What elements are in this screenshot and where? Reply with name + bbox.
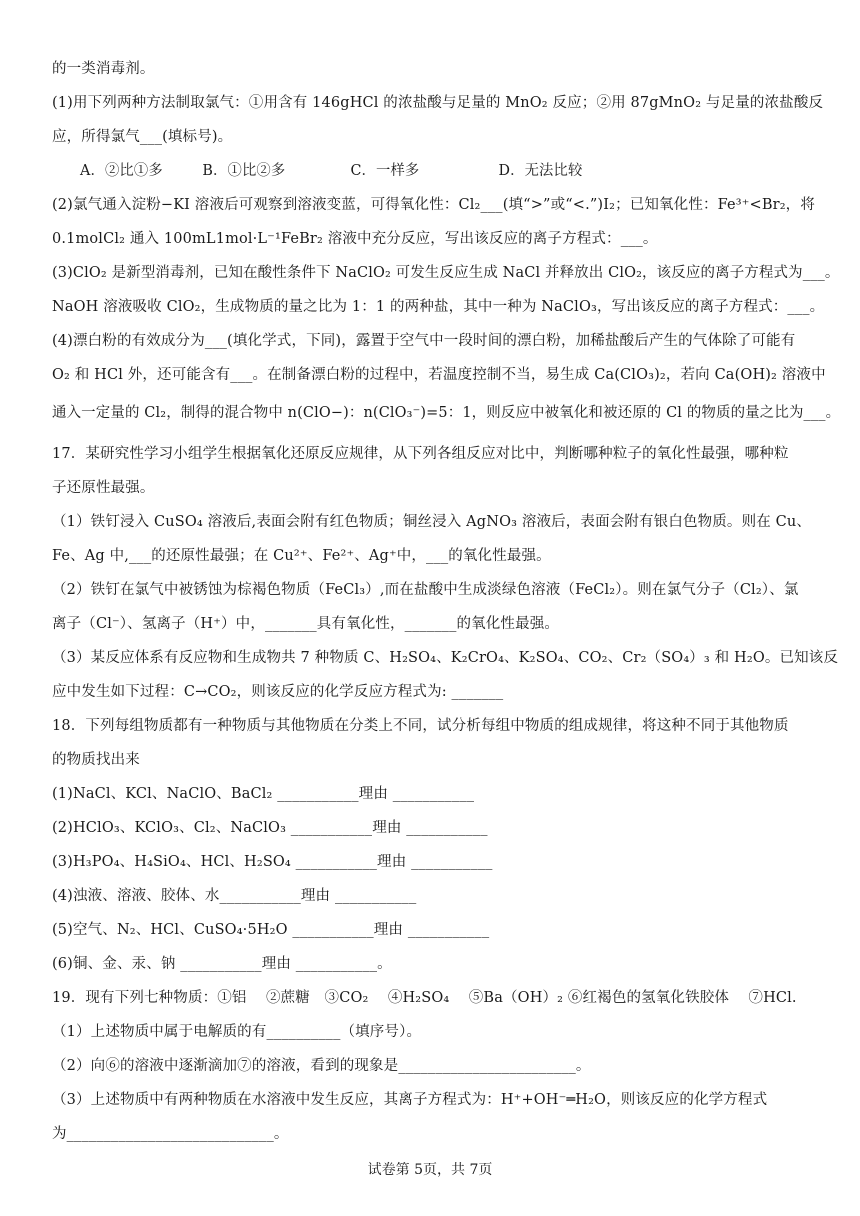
text-line: 的一类消毒剂。 (52, 61, 155, 77)
question-18-stem-line-1: 18．下列每组物质都有一种物质与其他物质在分类上不同，试分析每组中物质的组成规律，将这种不同于其他物质 (52, 718, 789, 734)
question-17-3-line-1: （3）某反应体系有反应物和生成物共 7 种物质 C、H₂SO₄、K₂CrO₄、K₂SO₄、CO₂、Cr₂（SO₄）₃ 和 H₂O。已知该反 (52, 650, 839, 666)
option-a: A．②比①多 (80, 163, 163, 179)
question-19-stem: 19．现有下列七种物质：①铝 ②蔗糖 ③CO₂ ④H₂SO₄ ⑤Ba（OH）₂ ⑥红褐色的氢氧化铁胶体 ⑦HCl. (52, 990, 797, 1006)
question-19-2: （2）向⑥的溶液中逐渐滴加⑦的溶液，看到的现象是________________________。 (52, 1058, 591, 1074)
question-17-3-line-2: 应中发生如下过程：C→CO₂，则该反应的化学反应方程式为: _______ (52, 684, 504, 700)
question-16-4-line-3: 通入一定量的 Cl₂，制得的混合物中 n(ClO−)：n(ClO₃⁻)=5：1，则反应中被氧化和被还原的 Cl 的物质的量之比为___。 (52, 405, 841, 421)
question-16-4-line-2: O₂ 和 HCl 外，还可能含有___。在制备漂白粉的过程中，若温度控制不当，易生成 Ca(ClO₃)₂，若向 Ca(OH)₂ 溶液中 (52, 367, 826, 383)
question-16-2-line-1: (2)氯气通入淀粉−KI 溶液后可观察到溶液变蓝，可得氧化性：Cl₂___(填“>”或“<.”)I₂；已知氧化性：Fe³⁺<Br₂，将 (52, 197, 815, 213)
question-17-1-line-1: （1）铁钉浸入 CuSO₄ 溶液后,表面会附有红色物质；铜丝浸入 AgNO₃ 溶液后，表面会附有银白色物质。则在 Cu、 (52, 514, 812, 530)
question-19-3-line-2: 为____________________________。 (52, 1126, 289, 1142)
option-d: D．无法比较 (498, 163, 583, 179)
question-18-item-6: (6)铜、金、汞、钠 ___________理由 ___________。 (52, 956, 392, 972)
question-18-item-1: (1)NaCl、KCl、NaClO、BaCl₂ ___________理由 ___________ (52, 786, 475, 802)
question-19-3-line-1: （3）上述物质中有两种物质在水溶液中发生反应，其离子方程式为：H⁺+OH⁻═H₂O，则该反应的化学方程式 (52, 1092, 768, 1108)
option-b: B．①比②多 (202, 163, 286, 179)
question-17-2-line-2: 离子（Cl⁻）、氢离子（H⁺）中，_______具有氧化性，_______的氧化性最强。 (52, 616, 560, 632)
question-18-stem-line-2: 的物质找出来 (52, 752, 140, 768)
question-17-stem-line-1: 17．某研究性学习小组学生根据氧化还原反应规律，从下列各组反应对比中，判断哪种粒子的氧化性最强，哪种粒 (52, 446, 789, 462)
option-c: C．一样多 (350, 163, 420, 179)
choice-options (80, 161, 840, 181)
question-19-1: （1）上述物质中属于电解质的有__________（填序号）。 (52, 1024, 422, 1040)
question-16-2-line-2: 0.1molCl₂ 通入 100mL1mol·L⁻¹FeBr₂ 溶液中充分反应，写出该反应的离子方程式：___。 (52, 231, 658, 247)
question-16-1-line-1: (1)用下列两种方法制取氯气：①用含有 146gHCl 的浓盐酸与足量的 MnO₂ 反应；②用 87gMnO₂ 与足量的浓盐酸反 (52, 95, 824, 111)
page-footer: 试卷第 5页，共 7页 (367, 1162, 493, 1178)
question-17-1-line-2: Fe、Ag 中,___的还原性最强；在 Cu²⁺、Fe²⁺、Ag⁺中，___的氧化性最强。 (52, 548, 551, 564)
question-16-3-line-1: (3)ClO₂ 是新型消毒剂，已知在酸性条件下 NaClO₂ 可发生反应生成 NaCl 并释放出 ClO₂，该反应的离子方程式为___。 (52, 265, 840, 281)
question-16-3-line-2: NaOH 溶液吸收 ClO₂，生成物质的量之比为 1：1 的两种盐，其中一种为 NaClO₃，写出该反应的离子方程式：___。 (52, 299, 825, 315)
question-18-item-5: (5)空气、N₂、HCl、CuSO₄·5H₂O ___________理由 ___________ (52, 922, 490, 938)
question-17-stem-line-2: 子还原性最强。 (52, 480, 155, 496)
question-16-1-line-2: 应，所得氯气___(填标号)。 (52, 129, 233, 145)
question-18-item-3: (3)H₃PO₄、H₄SiO₄、HCl、H₂SO₄ ___________理由 ___________ (52, 854, 493, 870)
question-16-4-line-1: (4)漂白粉的有效成分为___(填化学式，下同)，露置于空气中一段时间的漂白粉，加稀盐酸后产生的气体除了可能有 (52, 333, 796, 349)
question-17-2-line-1: （2）铁钉在氯气中被锈蚀为棕褐色物质（FeCl₃）,而在盐酸中生成淡绿色溶液（FeCl₂）。则在氯气分子（Cl₂）、氯 (52, 582, 799, 598)
question-18-item-2: (2)HClO₃、KClO₃、Cl₂、NaClO₃ ___________理由 ___________ (52, 820, 488, 836)
question-18-item-4: (4)浊液、溶液、胶体、水___________理由 ___________ (52, 888, 417, 904)
